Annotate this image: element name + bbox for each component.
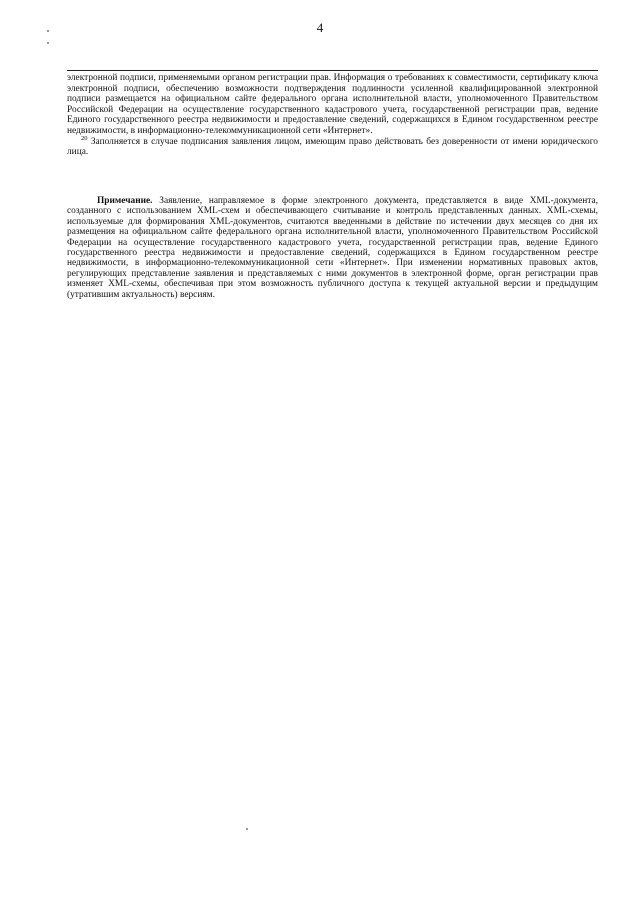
footnote-20-text: Заполняется в случае подписания заявления лицом, имеющим право действовать без доверенности от имени юридического лица. <box>67 136 598 158</box>
footnote-20-marker: 20 <box>81 134 88 142</box>
note-label: Примечание. <box>97 196 153 206</box>
scan-speck <box>47 42 49 44</box>
note-paragraph <box>67 196 598 300</box>
footnote-continuation: электронной подписи, применяемыми органом регистрации прав. Информация о требованиях к совместимости, сертификату ключа электронной подписи, обеспечению возможности подтверждения подлинности усиленной квалифицированной электронной подписи размещается на официальном сайте федерального органа исполнительной власти, уполномоченного Правительством Российской Федерации на осуществление государственного кадастрового учета, государственной регистрации прав, ведение Единого государственного реестра недвижимости и предоставление сведений, содержащихся в Едином государственном реестре недвижимости, в информационно-телекоммуникационной сети «Интернет». <box>67 73 598 136</box>
footnote-separator <box>67 70 598 71</box>
note-section <box>67 196 598 300</box>
note-text: Заявление, направляемое в форме электронного документа, представляется в виде XML-документа, созданного с использованием XML-схем и обеспечивающего считывание и контроль представленных данных. XML-схемы, используемые для формирования XML-документов, считаются введенными в действие по истечении двух месяцев со дня их размещения на официальном сайте федерального органа исполнительной власти, уполномоченного Правительством Российской Федерации на осуществление государственного кадастрового учета, государственной регистрации прав, ведение Единого государственного реестра недвижимости и предоставление сведений, содержащихся в Едином государственном реестре недвижимости, в информационно-телекоммуникационной сети «Интернет». При изменении нормативных правовых актов, регулирующих представление заявления и представляемых с ними документов в электронной форме, орган регистрации прав изменяет XML-схемы, обеспечивая при этом возможность публичного доступа к текущей актуальной версии и предыдущим (утратившим актуальность) версиям. <box>67 196 598 300</box>
scan-speck <box>246 828 248 830</box>
footnote-20 <box>67 134 598 158</box>
scan-speck <box>47 30 49 32</box>
footnotes-section <box>67 73 598 158</box>
page-number: 4 <box>316 20 324 35</box>
